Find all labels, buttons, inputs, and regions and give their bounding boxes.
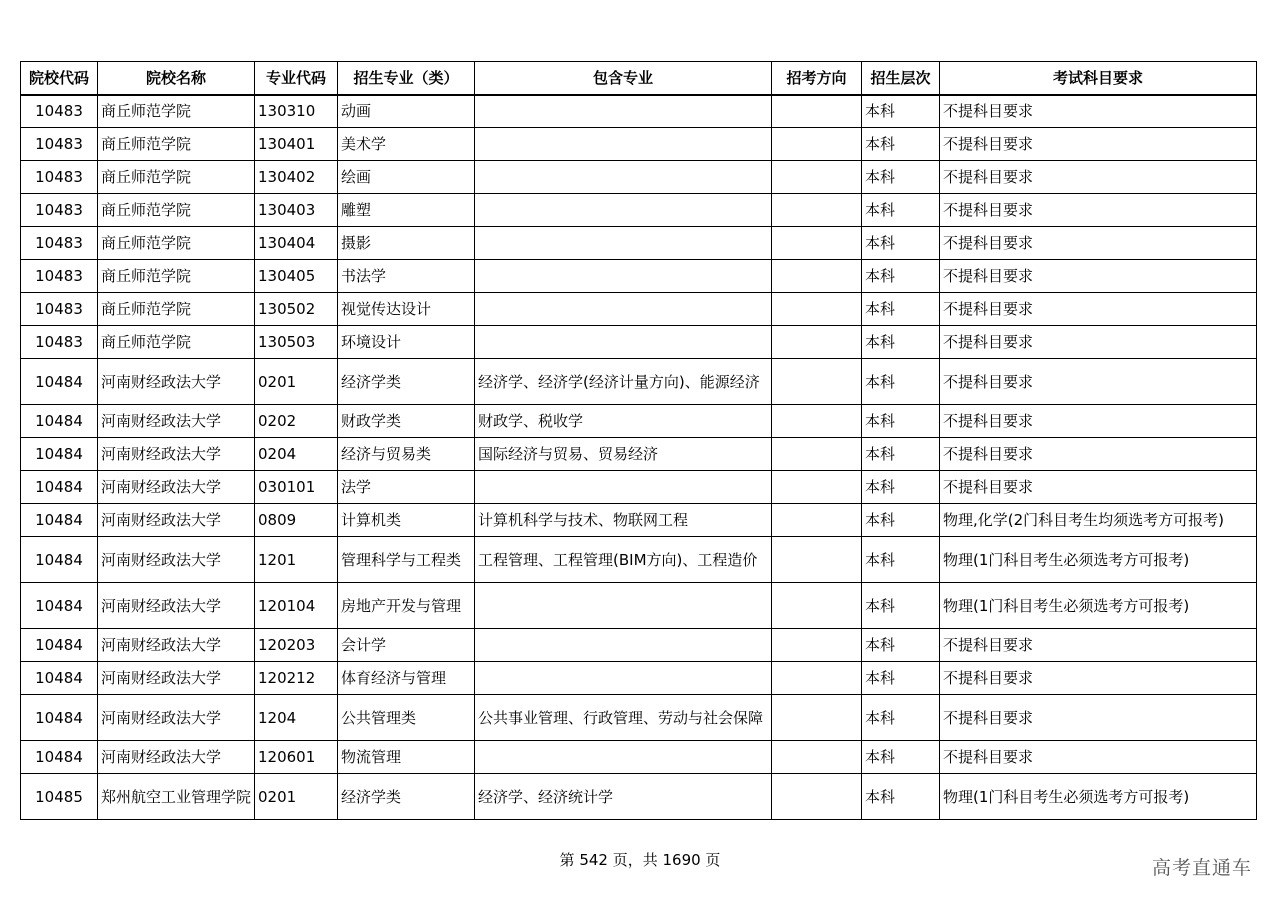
cell-major-code: 120212 <box>255 662 338 695</box>
table-row <box>21 359 1257 405</box>
cell-requirement: 不提科目要求 <box>940 438 1257 471</box>
enrollment-table <box>20 61 1257 820</box>
cell-major-code: 0204 <box>255 438 338 471</box>
cell-major: 环境设计 <box>338 326 475 359</box>
cell-major-code: 120601 <box>255 741 338 774</box>
cell-school-code: 10484 <box>21 359 98 405</box>
cell-requirement: 不提科目要求 <box>940 405 1257 438</box>
cell-level: 本科 <box>862 583 940 629</box>
cell-direction <box>772 438 862 471</box>
cell-major-code: 130402 <box>255 161 338 194</box>
cell-school-name: 河南财经政法大学 <box>98 537 255 583</box>
cell-major: 书法学 <box>338 260 475 293</box>
cell-major: 视觉传达设计 <box>338 293 475 326</box>
cell-direction <box>772 774 862 820</box>
cell-major: 摄影 <box>338 227 475 260</box>
cell-school-code: 10483 <box>21 260 98 293</box>
cell-level: 本科 <box>862 471 940 504</box>
cell-level: 本科 <box>862 629 940 662</box>
header-school-code: 院校代码 <box>21 62 98 95</box>
cell-school-name: 河南财经政法大学 <box>98 629 255 662</box>
cell-school-name: 商丘师范学院 <box>98 161 255 194</box>
table-row <box>21 741 1257 774</box>
cell-major-code: 130403 <box>255 194 338 227</box>
cell-level: 本科 <box>862 161 940 194</box>
cell-direction <box>772 293 862 326</box>
cell-major: 房地产开发与管理 <box>338 583 475 629</box>
cell-major-code: 1201 <box>255 537 338 583</box>
cell-major: 绘画 <box>338 161 475 194</box>
cell-level: 本科 <box>862 662 940 695</box>
cell-level: 本科 <box>862 260 940 293</box>
header-requirement: 考试科目要求 <box>940 62 1257 95</box>
header-major-code: 专业代码 <box>255 62 338 95</box>
cell-level: 本科 <box>862 537 940 583</box>
cell-requirement: 不提科目要求 <box>940 471 1257 504</box>
cell-direction <box>772 629 862 662</box>
cell-major-code: 130405 <box>255 260 338 293</box>
cell-included-majors: 工程管理、工程管理(BIM方向)、工程造价 <box>475 537 772 583</box>
cell-school-name: 郑州航空工业管理学院 <box>98 774 255 820</box>
cell-direction <box>772 537 862 583</box>
page-number: 第 542 页，共 1690 页 <box>559 851 721 869</box>
cell-level: 本科 <box>862 128 940 161</box>
cell-major-code: 1204 <box>255 695 338 741</box>
cell-included-majors <box>475 161 772 194</box>
cell-major-code: 120203 <box>255 629 338 662</box>
cell-major: 经济与贸易类 <box>338 438 475 471</box>
cell-major: 美术学 <box>338 128 475 161</box>
header-major: 招生专业（类） <box>338 62 475 95</box>
cell-requirement: 不提科目要求 <box>940 741 1257 774</box>
cell-school-name: 商丘师范学院 <box>98 128 255 161</box>
table-row <box>21 583 1257 629</box>
cell-school-code: 10483 <box>21 326 98 359</box>
cell-direction <box>772 405 862 438</box>
cell-major-code: 130310 <box>255 95 338 128</box>
cell-school-code: 10484 <box>21 662 98 695</box>
cell-school-code: 10483 <box>21 128 98 161</box>
cell-school-code: 10484 <box>21 629 98 662</box>
cell-school-name: 商丘师范学院 <box>98 260 255 293</box>
cell-school-code: 10483 <box>21 293 98 326</box>
cell-school-name: 河南财经政法大学 <box>98 471 255 504</box>
cell-school-code: 10484 <box>21 504 98 537</box>
cell-direction <box>772 326 862 359</box>
cell-school-code: 10484 <box>21 471 98 504</box>
cell-requirement: 不提科目要求 <box>940 128 1257 161</box>
cell-requirement: 不提科目要求 <box>940 161 1257 194</box>
cell-level: 本科 <box>862 95 940 128</box>
cell-included-majors: 经济学、经济统计学 <box>475 774 772 820</box>
cell-requirement: 不提科目要求 <box>940 629 1257 662</box>
table-row <box>21 260 1257 293</box>
cell-direction <box>772 695 862 741</box>
cell-major: 体育经济与管理 <box>338 662 475 695</box>
cell-school-code: 10485 <box>21 774 98 820</box>
cell-requirement: 不提科目要求 <box>940 359 1257 405</box>
cell-school-name: 河南财经政法大学 <box>98 695 255 741</box>
cell-included-majors <box>475 260 772 293</box>
cell-major: 财政学类 <box>338 405 475 438</box>
cell-included-majors: 计算机科学与技术、物联网工程 <box>475 504 772 537</box>
table-row <box>21 293 1257 326</box>
header-level: 招生层次 <box>862 62 940 95</box>
cell-direction <box>772 161 862 194</box>
cell-direction <box>772 662 862 695</box>
cell-direction <box>772 741 862 774</box>
cell-included-majors <box>475 95 772 128</box>
cell-level: 本科 <box>862 774 940 820</box>
cell-level: 本科 <box>862 326 940 359</box>
cell-school-name: 河南财经政法大学 <box>98 583 255 629</box>
cell-included-majors <box>475 471 772 504</box>
cell-requirement: 不提科目要求 <box>940 95 1257 128</box>
cell-included-majors: 公共事业管理、行政管理、劳动与社会保障 <box>475 695 772 741</box>
cell-requirement: 物理(1门科目考生必须选考方可报考) <box>940 583 1257 629</box>
table-row <box>21 695 1257 741</box>
cell-level: 本科 <box>862 438 940 471</box>
cell-included-majors <box>475 583 772 629</box>
table-row <box>21 128 1257 161</box>
cell-major: 会计学 <box>338 629 475 662</box>
cell-school-code: 10484 <box>21 695 98 741</box>
cell-level: 本科 <box>862 741 940 774</box>
table-row <box>21 438 1257 471</box>
cell-major: 管理科学与工程类 <box>338 537 475 583</box>
cell-level: 本科 <box>862 194 940 227</box>
cell-school-name: 商丘师范学院 <box>98 95 255 128</box>
cell-requirement: 不提科目要求 <box>940 326 1257 359</box>
cell-direction <box>772 504 862 537</box>
cell-requirement: 不提科目要求 <box>940 260 1257 293</box>
table-header-row <box>21 62 1257 95</box>
cell-major-code: 0201 <box>255 774 338 820</box>
cell-major: 雕塑 <box>338 194 475 227</box>
cell-school-code: 10483 <box>21 95 98 128</box>
cell-school-name: 河南财经政法大学 <box>98 438 255 471</box>
cell-school-name: 河南财经政法大学 <box>98 741 255 774</box>
cell-major-code: 0202 <box>255 405 338 438</box>
cell-requirement: 不提科目要求 <box>940 293 1257 326</box>
table-row <box>21 227 1257 260</box>
cell-school-name: 河南财经政法大学 <box>98 504 255 537</box>
cell-requirement: 物理(1门科目考生必须选考方可报考) <box>940 774 1257 820</box>
cell-major: 经济学类 <box>338 774 475 820</box>
cell-direction <box>772 128 862 161</box>
cell-major: 物流管理 <box>338 741 475 774</box>
table-row <box>21 405 1257 438</box>
cell-included-majors <box>475 629 772 662</box>
table-row <box>21 194 1257 227</box>
cell-school-code: 10483 <box>21 194 98 227</box>
table-row <box>21 471 1257 504</box>
cell-major: 经济学类 <box>338 359 475 405</box>
cell-school-code: 10483 <box>21 161 98 194</box>
table-row <box>21 326 1257 359</box>
cell-included-majors <box>475 194 772 227</box>
cell-major-code: 130502 <box>255 293 338 326</box>
cell-requirement: 不提科目要求 <box>940 695 1257 741</box>
cell-school-code: 10484 <box>21 741 98 774</box>
cell-level: 本科 <box>862 227 940 260</box>
cell-included-majors <box>475 662 772 695</box>
table-row <box>21 161 1257 194</box>
cell-direction <box>772 194 862 227</box>
cell-major: 计算机类 <box>338 504 475 537</box>
cell-school-name: 商丘师范学院 <box>98 293 255 326</box>
header-included-majors: 包含专业 <box>475 62 772 95</box>
cell-major-code: 130404 <box>255 227 338 260</box>
cell-level: 本科 <box>862 293 940 326</box>
cell-school-name: 商丘师范学院 <box>98 194 255 227</box>
cell-direction <box>772 227 862 260</box>
cell-direction <box>772 359 862 405</box>
cell-level: 本科 <box>862 695 940 741</box>
cell-school-name: 河南财经政法大学 <box>98 405 255 438</box>
cell-major: 动画 <box>338 95 475 128</box>
cell-level: 本科 <box>862 405 940 438</box>
cell-school-name: 河南财经政法大学 <box>98 359 255 405</box>
cell-school-name: 河南财经政法大学 <box>98 662 255 695</box>
cell-included-majors <box>475 293 772 326</box>
cell-major-code: 120104 <box>255 583 338 629</box>
table-row <box>21 95 1257 128</box>
cell-requirement: 不提科目要求 <box>940 662 1257 695</box>
cell-major-code: 030101 <box>255 471 338 504</box>
cell-school-code: 10484 <box>21 537 98 583</box>
cell-major-code: 130401 <box>255 128 338 161</box>
cell-major-code: 130503 <box>255 326 338 359</box>
cell-level: 本科 <box>862 504 940 537</box>
cell-direction <box>772 471 862 504</box>
table-row <box>21 504 1257 537</box>
header-school-name: 院校名称 <box>98 62 255 95</box>
header-direction: 招考方向 <box>772 62 862 95</box>
cell-school-code: 10483 <box>21 227 98 260</box>
cell-major: 法学 <box>338 471 475 504</box>
cell-included-majors <box>475 326 772 359</box>
cell-school-code: 10484 <box>21 438 98 471</box>
cell-requirement: 不提科目要求 <box>940 227 1257 260</box>
cell-included-majors: 国际经济与贸易、贸易经济 <box>475 438 772 471</box>
cell-major: 公共管理类 <box>338 695 475 741</box>
cell-included-majors <box>475 741 772 774</box>
table-row <box>21 662 1257 695</box>
cell-direction <box>772 583 862 629</box>
cell-included-majors <box>475 128 772 161</box>
table-row <box>21 629 1257 662</box>
cell-requirement: 不提科目要求 <box>940 194 1257 227</box>
cell-requirement: 物理(1门科目考生必须选考方可报考) <box>940 537 1257 583</box>
cell-direction <box>772 95 862 128</box>
cell-requirement: 物理,化学(2门科目考生均须选考方可报考) <box>940 504 1257 537</box>
cell-direction <box>772 260 862 293</box>
cell-school-code: 10484 <box>21 583 98 629</box>
table-row <box>21 537 1257 583</box>
cell-included-majors <box>475 227 772 260</box>
cell-included-majors: 财政学、税收学 <box>475 405 772 438</box>
watermark: 高考直通车 <box>1151 857 1252 879</box>
cell-school-name: 商丘师范学院 <box>98 326 255 359</box>
cell-included-majors: 经济学、经济学(经济计量方向)、能源经济 <box>475 359 772 405</box>
cell-level: 本科 <box>862 359 940 405</box>
table-row <box>21 774 1257 820</box>
table-body <box>21 95 1257 820</box>
cell-school-code: 10484 <box>21 405 98 438</box>
cell-major-code: 0809 <box>255 504 338 537</box>
cell-school-name: 商丘师范学院 <box>98 227 255 260</box>
cell-major-code: 0201 <box>255 359 338 405</box>
